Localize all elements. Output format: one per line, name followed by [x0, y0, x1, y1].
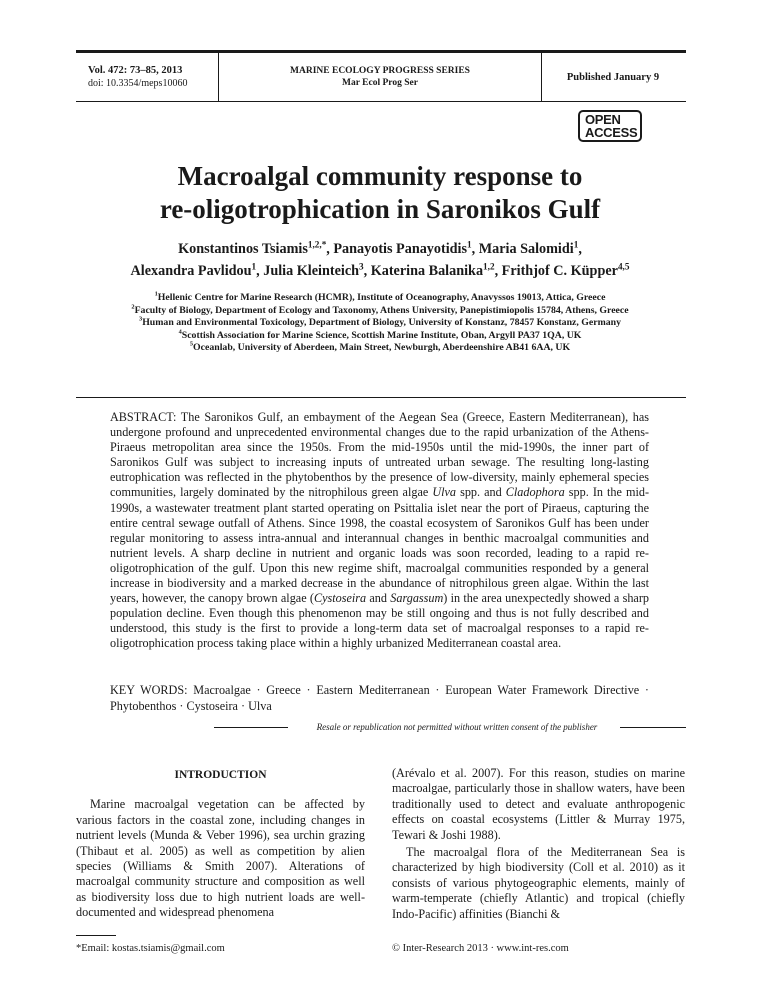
title-line-2: re-oligotrophication in Saronikos Gulf — [159, 194, 601, 224]
affiliation-item — [70, 292, 690, 305]
author-name: Panayotis Panayotidis — [333, 241, 468, 257]
volume-info: Vol. 472: 73–85, 2013 — [88, 65, 183, 76]
abstract-text: and — [366, 591, 391, 606]
abstract-text: ) in the area unexpectedly showed a sharp population decline. Even though this phenomenon may be still ongoing and thus is not fully described and understood, this study is the first to provide a long-term data set of macroalgal responses to a rapid re-oligotrophication process taking place within a highly urbanized Mediterranean coastal area. — [110, 591, 649, 651]
abstract-text: ABSTRACT: The Saronikos Gulf, an embayment of the Aegean Sea (Greece, Eastern Mediterranean), has undergone profound and unprecedented environmental changes due to the rapid urbanization of the Athens-Piraeus metropolitan area since the 1950s. From the mid-1950s until the mid-1990s, the inner part of Saronikos Gulf was subject to increasing inputs of untreated urban sewage. The resulting long-lasting eutrophication was reflected in the phytobenthos by the presence of low-diversity, mainly ephemeral species communities, largely dominated by the nitrophilous green algae — [110, 410, 649, 500]
taxon-cladophora: Cladophora — [505, 485, 565, 500]
abstract-text: spp. In the mid-1990s, a wastewater treatment plant started operating on Psittalia islet near the port of Piraeus, capturing the entire central sewage outfall of Athens. Since 1998, the coastal ecosystem of Saronikos Gulf has been under regular monitoring to assess intra-annual and interannual changes in benthic macroalgal communities and nutrient levels. A sharp decline in nutrient and organic loads was soon recorded, leading to a rapid re-oligotrophication of the gulf. Upon this new regime shift, macroalgal communities responded by a general increase in biodiversity and a marked decrease in the abundance of nitrophilous green algae. Within the last years, however, the canopy brown algae ( — [110, 485, 650, 606]
author-affil-sup: 1 — [251, 261, 257, 272]
header-journal-cell — [218, 53, 542, 101]
affiliation-num: 4 — [178, 328, 182, 336]
affiliation-item — [70, 330, 690, 343]
author-separator: , — [363, 263, 371, 279]
paragraph: Marine macroalgal vegetation can be affected by various factors in the coastal zone, including changes in nutrient levels (Munda & Veber 1996), sea urchin grazing (Thibaut et al. 2005) as well as competition by alien species (Williams & Smith 2007). Alterations of macroalgal community structure and composition as well as biodiversity loss due to high nutrient loads are well-documented and widespread phenomena — [76, 797, 365, 920]
open-access-line2: ACCESS — [585, 125, 638, 140]
author-name: Julia Kleinteich — [263, 263, 359, 279]
journal-header — [76, 50, 686, 102]
resale-notice — [76, 720, 686, 734]
abstract — [110, 410, 649, 652]
resale-text: Resale or republication not permitted without written consent of the publisher — [316, 722, 598, 732]
author-affil-sup: 1 — [467, 239, 472, 250]
abstract-top-rule — [76, 397, 686, 398]
affiliation-text: Human and Environmental Toxicology, Department of Biology, University of Konstanz, 78457 Konstanz, Germany — [142, 317, 621, 329]
footnote-rule — [76, 935, 116, 936]
author-separator: , — [494, 263, 502, 279]
author-affil-sup: 1 — [573, 239, 579, 250]
paragraph: (Arévalo et al. 2007). For this reason, studies on marine macroalgae, particularly those in shallow waters, have been traditionally used to detect and evaluate anthropogenic effects on coastal ecosystems (Littler & Murray 1975, Tewari & Joshi 1988). — [392, 766, 685, 842]
affiliation-num: 2 — [131, 303, 135, 311]
open-access-line1: OPEN — [585, 112, 621, 127]
author-list — [70, 238, 690, 282]
affiliation-item — [70, 305, 690, 318]
author-affil-sup: 3 — [359, 261, 364, 272]
header-published-cell — [540, 53, 686, 101]
author-name: Alexandra Pavlidou — [130, 263, 252, 279]
keywords: KEY WORDS: Macroalgae · Greece · Eastern Mediterranean · European Water Framework Directive · Phytobenthos · Cystoseira · Ulva — [110, 683, 649, 713]
author-separator: , — [578, 241, 582, 257]
affiliation-text: Oceanlab, University of Aberdeen, Main Street, Newburgh, Aberdeenshire AB41 6AA, UK — [193, 342, 571, 354]
affiliation-num: 5 — [189, 341, 194, 349]
author-name: Frithjof C. Küpper — [501, 263, 618, 279]
author-name: Konstantinos Tsiamis — [178, 241, 308, 257]
author-affil-sup: 1,2 — [483, 261, 495, 272]
section-heading-introduction: INTRODUCTION — [174, 769, 267, 781]
doi[interactable]: doi: 10.3354/meps10060 — [88, 78, 188, 89]
intro-right-column — [392, 766, 685, 922]
copyright: © Inter-Research 2013 · www.int-res.com — [392, 943, 569, 954]
author-affil-sup: 1,2,* — [307, 239, 327, 250]
article-title — [80, 160, 680, 226]
affiliation-text: Scottish Association for Marine Science, Scottish Marine Institute, Oban, Argyll PA37 1QA, UK — [181, 329, 582, 341]
author-name: Maria Salomidi — [478, 241, 574, 257]
author-separator: , — [471, 241, 479, 257]
author-separator: , — [256, 263, 264, 279]
title-line-1: Macroalgal community response to — [177, 161, 583, 191]
affiliation-item — [70, 317, 690, 330]
taxon-ulva: Ulva — [432, 485, 457, 500]
open-access-logo — [578, 110, 642, 142]
affiliation-text: Faculty of Biology, Department of Ecology and Taxonomy, Athens University, Panepistimiopolis 15784, Athens, Greece — [134, 304, 629, 316]
author-affil-sup: 4,5 — [617, 261, 630, 272]
affiliation-text: Hellenic Centre for Marine Research (HCMR), Institute of Oceanography, Anavyssos 19013, Attica, Greece — [157, 292, 606, 303]
corresponding-email[interactable]: *Email: kostas.tsiamis@gmail.com — [76, 943, 225, 954]
taxon-cystoseira: Cystoseira — [313, 591, 367, 606]
published-date: Published January 9 — [566, 71, 660, 83]
author-name: Katerina Balanika — [370, 263, 484, 279]
affiliation-num: 1 — [154, 290, 158, 298]
author-separator: , — [326, 241, 334, 257]
journal-abbrev: Mar Ecol Prog Ser — [342, 78, 418, 88]
paragraph: The macroalgal flora of the Mediterranean Sea is characterized by high biodiversity (Coll et al. 2010) as it consists of various phytogeographic elements, mainly of warm-temperate (chiefly Atlantic) and tropical (chiefly Indo-Pacific) affinities (Bianchi & — [392, 845, 685, 921]
intro-left-column — [76, 766, 365, 921]
abstract-text: spp. and — [456, 485, 506, 500]
header-volume-cell — [76, 53, 218, 101]
affiliation-list — [70, 292, 690, 355]
journal-name: MARINE ECOLOGY PROGRESS SERIES — [290, 66, 470, 76]
resale-rule-left — [214, 727, 288, 728]
resale-rule-right — [620, 727, 686, 728]
affiliation-num: 3 — [139, 315, 143, 323]
taxon-sargassum: Sargassum — [390, 591, 444, 606]
affiliation-item — [70, 342, 690, 355]
